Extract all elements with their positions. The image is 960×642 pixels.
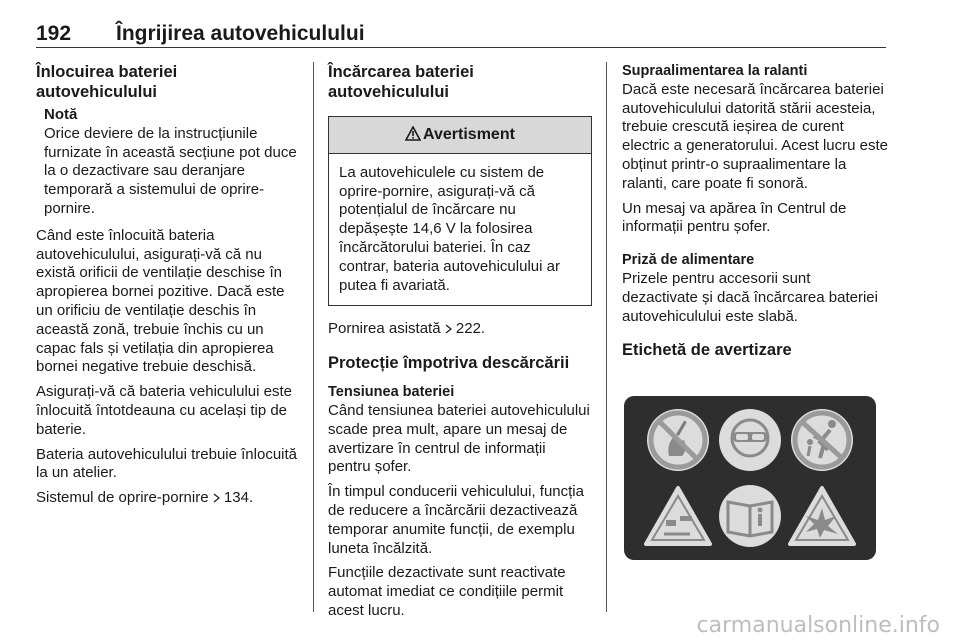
section-heading-warning-label: Etichetă de avertizare	[622, 341, 792, 360]
paragraph: Când tensiunea bateriei autovehiculului scade prea mult, apare un mesaj de avertizare în centrul de informații pentru șofer.	[328, 401, 590, 476]
read-manual-icon	[719, 485, 781, 547]
cross-reference-jump-start[interactable]	[328, 320, 592, 339]
column-divider-1	[313, 62, 314, 612]
warning-title: Avertisment	[423, 126, 515, 143]
page-ref-arrow-icon	[445, 324, 452, 334]
section-heading-battery-charge: Încărcarea bateriei autovehiculului	[328, 63, 474, 101]
page-header	[36, 8, 886, 48]
column-2	[328, 62, 592, 627]
warning-header	[329, 117, 591, 154]
reference-text: Pornirea asistată	[328, 320, 441, 338]
header-rule	[36, 47, 886, 48]
paragraph: Bateria autovehiculului trebuie înlocuită la un atelier.	[36, 445, 297, 482]
section-heading-battery-replace: Înlocuirea bateriei autovehiculului	[36, 63, 178, 101]
paragraph: Când este înlocuită bateria autovehiculului, asigurați-vă că nu există orificii de ventilație deschise în apropierea bornei pozitive. Dacă este un orificiu de ventilație deschis în această zonă, trebuie închis cu un capac fals și vetilația din apropierea bornei negative trebuie deschisă.	[36, 226, 285, 376]
paragraph: Un mesaj va apărea în Centrul de informații pentru șofer.	[622, 199, 847, 236]
subheading-idle-boost: Supraalimentarea la ralanti	[622, 63, 808, 79]
paragraph: În timpul conducerii vehiculului, funcția de reducere a încărcării dezactivează temporar anumite funcții, de exemplu luneta încălzită.	[328, 483, 584, 557]
column-1	[36, 62, 302, 514]
reference-page: 222.	[455, 320, 486, 338]
warning-box	[328, 116, 592, 306]
no-fire-icon	[647, 409, 709, 471]
cross-reference-stop-start[interactable]	[36, 489, 302, 508]
warning-text: La autovehiculele cu sistem de oprire-pornire, asigurați-vă că potențialul de încărcare nu depășește 14,6 V la folosirea încărcătorului bateriei. În caz contrar, bateria autovehiculului ar putea fi avariată.	[339, 163, 560, 294]
column-divider-2	[606, 62, 607, 612]
keep-children-away-icon	[791, 409, 853, 471]
paragraph: Dacă este necesară încărcarea bateriei autovehiculului datorită stării acesteia, trebuie crescută ieșirea de curent electric a generatorului. Acest lucru este obținut printr-o supraalimentare la ralanti, care poate fi sonoră.	[622, 80, 888, 192]
eye-protection-icon	[719, 409, 781, 471]
warning-label-graphic	[624, 396, 876, 560]
note-box	[36, 106, 302, 219]
page-number: 192	[36, 22, 72, 45]
subheading-battery-voltage: Tensiunea bateriei	[328, 384, 455, 401]
paragraph: Prizele pentru accesorii sunt dezactivate și dacă încărcarea bateriei autovehiculului este slabă.	[622, 269, 878, 325]
column-3	[622, 62, 888, 566]
note-text: Orice deviere de la instrucțiunile furnizate în această secțiune pot duce la o dezactivare sau deranjare temporară a sistemului de oprire-pornire.	[44, 124, 297, 217]
paragraph: Asigurați-vă că bateria vehiculului este înlocuită întotdeauna cu același tip de baterie.	[36, 383, 292, 438]
section-heading-discharge-protection: Protecție împotriva descărcării	[328, 354, 570, 373]
note-title: Notă	[44, 106, 78, 123]
warning-triangle-icon	[405, 126, 421, 141]
reference-text: Sistemul de oprire-pornire	[36, 489, 209, 507]
page-ref-arrow-icon	[213, 493, 220, 503]
battery-warning-label	[624, 396, 888, 566]
paragraph: Funcțiile dezactivate sunt reactivate automat imediat ce condițiile permit acest lucru.	[328, 564, 566, 619]
page-title: Îngrijirea autovehiculului	[116, 22, 365, 45]
subheading-power-outlet: Priză de alimentare	[622, 252, 755, 269]
reference-page: 134.	[223, 489, 254, 507]
watermark: carmanualsonline.info	[696, 613, 940, 638]
